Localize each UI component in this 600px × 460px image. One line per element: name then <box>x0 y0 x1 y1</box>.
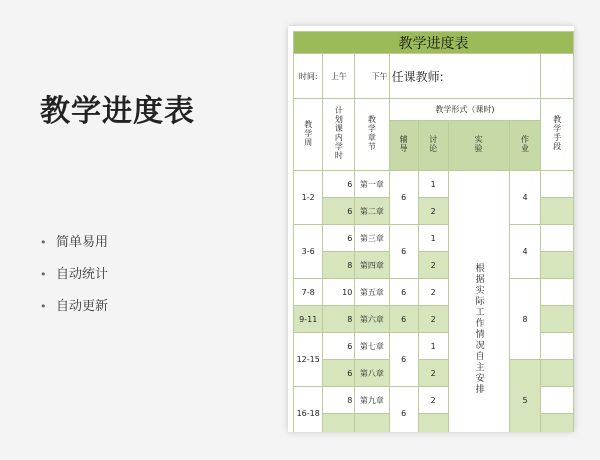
week-cell[interactable]: 12-15 <box>294 333 323 387</box>
hours-cell[interactable] <box>323 414 355 433</box>
chapter-cell[interactable]: 第二章 <box>355 198 389 225</box>
feature-item <box>40 298 108 330</box>
schedule-table <box>293 31 574 432</box>
week-cell[interactable]: 16-18 <box>294 387 323 433</box>
discussion-cell[interactable]: 2 <box>418 387 448 414</box>
chapter-cell[interactable]: 第一章 <box>355 171 389 198</box>
tutoring-cell[interactable]: 6 <box>389 171 418 225</box>
sheet-title: 教学进度表 <box>294 32 574 54</box>
week-cell[interactable]: 7-8 <box>294 279 323 306</box>
homework-cell[interactable]: 8 <box>509 279 541 360</box>
chapter-cell[interactable]: 第七章 <box>355 333 389 360</box>
hours-cell[interactable]: 6 <box>323 171 355 198</box>
header-form-group: 教学形式（课时) <box>389 99 541 121</box>
discussion-cell[interactable]: 1 <box>418 225 448 252</box>
feature-text: 自动统计 <box>56 267 109 282</box>
header-week-text: 教学周 <box>303 119 313 147</box>
discussion-cell[interactable]: 2 <box>418 198 448 225</box>
discussion-cell[interactable]: 1 <box>418 333 448 360</box>
bullet-icon: • <box>40 300 47 313</box>
chapter-cell[interactable]: 第三章 <box>355 225 389 252</box>
chapter-cell[interactable]: 第九章 <box>355 387 389 414</box>
header-experiment <box>448 121 509 171</box>
chapter-cell[interactable]: 第八章 <box>355 360 389 387</box>
teacher-label: 任课教师: <box>389 54 509 99</box>
hours-cell[interactable]: 8 <box>323 306 355 333</box>
feature-text: 自动更新 <box>56 299 109 314</box>
homework-cell[interactable]: 5 <box>509 360 541 433</box>
method-cell[interactable] <box>541 252 574 279</box>
chapter-cell[interactable]: 第六章 <box>355 306 389 333</box>
header-planned-hours <box>323 99 355 171</box>
am-label: 上午 <box>323 54 355 99</box>
method-cell[interactable] <box>541 360 574 387</box>
hours-cell[interactable]: 6 <box>323 360 355 387</box>
week-cell[interactable]: 9-11 <box>294 306 323 333</box>
feature-text: 简单易用 <box>56 235 109 250</box>
chapter-cell[interactable]: 第五章 <box>355 279 389 306</box>
method-cell[interactable] <box>541 171 574 198</box>
bullet-icon: • <box>40 236 47 249</box>
header-chapter <box>355 99 389 171</box>
page-title: 教学进度表 <box>40 94 195 129</box>
discussion-cell[interactable]: 1 <box>418 171 448 198</box>
header-planned-hours-text: 计划课内学时 <box>334 106 344 160</box>
teacher-value[interactable] <box>509 54 541 99</box>
week-cell[interactable]: 1-2 <box>294 171 323 225</box>
header-homework-text: 作业 <box>520 135 530 153</box>
method-cell[interactable] <box>541 387 574 414</box>
method-cell[interactable] <box>541 279 574 306</box>
tutoring-cell[interactable]: 6 <box>389 279 418 306</box>
hours-cell[interactable]: 10 <box>323 279 355 306</box>
header-method-text: 教学手段 <box>552 115 562 151</box>
feature-item <box>40 234 108 266</box>
tutoring-cell[interactable]: 6 <box>389 333 418 387</box>
tutoring-cell[interactable]: 6 <box>389 306 418 333</box>
header-experiment-text: 实验 <box>474 135 484 153</box>
hours-cell[interactable]: 6 <box>323 198 355 225</box>
discussion-cell[interactable]: 2 <box>418 279 448 306</box>
tutoring-cell[interactable]: 6 <box>389 387 418 433</box>
discussion-cell[interactable] <box>418 414 448 433</box>
method-cell[interactable] <box>541 198 574 225</box>
chapter-cell[interactable]: 第四章 <box>355 252 389 279</box>
discussion-cell[interactable]: 2 <box>418 252 448 279</box>
method-cell[interactable] <box>541 306 574 333</box>
spreadsheet-preview <box>288 26 574 432</box>
week-cell[interactable]: 3-6 <box>294 225 323 279</box>
header-week <box>294 99 323 171</box>
feature-list <box>40 234 108 330</box>
discussion-cell[interactable]: 2 <box>418 306 448 333</box>
hours-cell[interactable]: 6 <box>323 333 355 360</box>
header-discussion-text: 讨论 <box>428 135 438 153</box>
chapter-cell[interactable] <box>355 414 389 433</box>
method-cell[interactable] <box>541 414 574 433</box>
header-chapter-text: 教学章节 <box>367 115 377 151</box>
header-discussion <box>418 121 448 171</box>
homework-cell[interactable]: 4 <box>509 171 541 225</box>
header-tutoring <box>389 121 418 171</box>
tutoring-cell[interactable]: 6 <box>389 225 418 279</box>
header-homework <box>509 121 541 171</box>
time-label: 时间: <box>294 54 323 99</box>
hours-cell[interactable]: 8 <box>323 387 355 414</box>
experiment-note-text: 根据实际工作情况自主安排 <box>473 263 484 395</box>
method-cell[interactable] <box>541 333 574 360</box>
hours-cell[interactable]: 6 <box>323 225 355 252</box>
hours-cell[interactable]: 8 <box>323 252 355 279</box>
pm-label: 下午 <box>355 54 389 99</box>
homework-cell[interactable]: 4 <box>509 225 541 279</box>
method-cell[interactable] <box>541 225 574 252</box>
info-blank[interactable] <box>541 54 574 99</box>
bullet-icon: • <box>40 268 47 281</box>
experiment-note <box>448 171 509 433</box>
header-tutoring-text: 辅导 <box>399 135 409 153</box>
discussion-cell[interactable]: 2 <box>418 360 448 387</box>
feature-item <box>40 266 108 298</box>
header-method <box>541 99 574 171</box>
